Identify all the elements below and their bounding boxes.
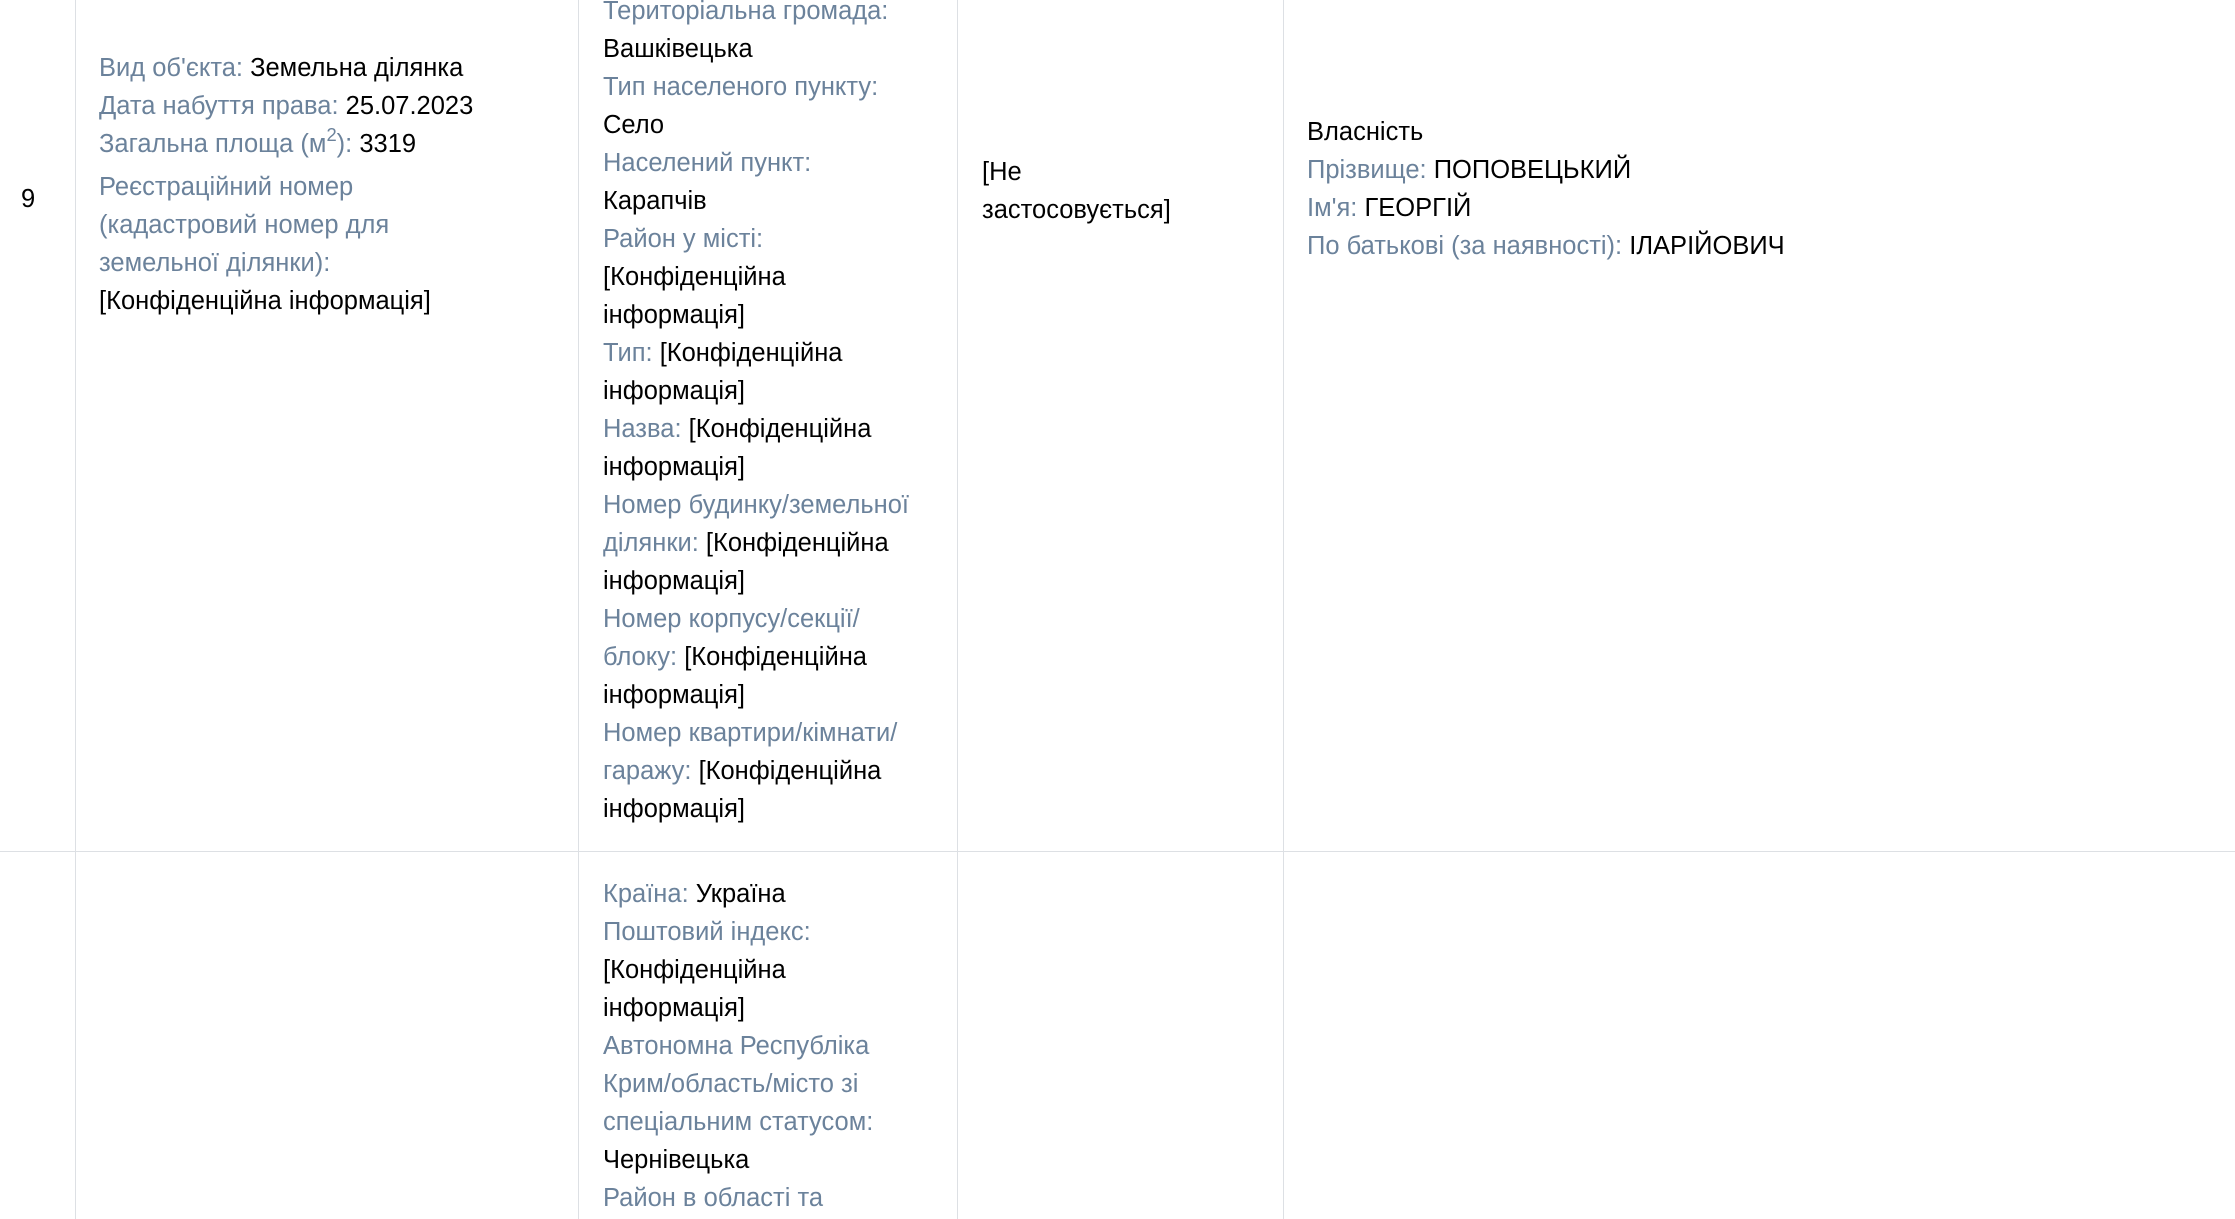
region-label: Автономна Республіка [603,1032,870,1060]
object-cell [99,49,569,320]
right-type: Власність [1307,118,1424,146]
owner-cell [1307,113,2107,265]
not-applicable-cell: [Не застосовується] [982,158,1171,224]
postal-code-label: Поштовий індекс: [603,918,811,946]
column-divider [957,0,958,1219]
community-value: Вашківецька [603,35,753,63]
column-divider [75,0,76,1219]
country: Країна: Україна [603,880,786,908]
street-name: Назва: [Конфіденційна [603,415,872,443]
settlement-type-label: Тип населеного пункту: [603,73,879,101]
city-district-label: Район у місті: [603,225,764,253]
owner-name: Ім'я: ГЕОРГІЙ [1307,194,1472,222]
building-number-label: Номер корпусу/секції/ [603,605,860,633]
acquisition-date: Дата набуття права: 25.07.2023 [99,92,474,120]
address-cell: Територіальна громада: Вашківецька Тип населеного пункту: Село Населений пункт: Карапчів Район у місті: [Конфіденційна інформація] Тип: [Конфіденційна інформація] Назва: [Конфіденційна інформація] Номер будинку/земельної ділянки: [Конфіденційна інформація] Номер корпусу/секції/ блоку: [Конфіденційна інформація] Номер квартири/кімнати/ гаражу: [Конфіденційна інформація] [603,0,933,828]
total-area: Загальна площа $(м^2)$: 3319 [99,123,417,158]
community-label: Територіальна громада: [603,0,889,25]
street-type: Тип: [Конфіденційна [603,339,843,367]
row-divider [0,851,2235,852]
object-type: Вид об'єкта: Земельна ділянка [99,54,464,82]
settlement-type-value: Село [603,111,665,139]
house-number-label: Номер будинку/земельної [603,491,909,519]
settlement-value: Карапчів [603,187,707,215]
district-label: Район в області та [603,1184,824,1212]
row-number: 9 [21,185,36,213]
address-cell-next: Країна: Україна Поштовий індекс: [Конфіденційна інформація] Автономна Республіка Крим/область/місто зі спеціальним статусом: Чернівецька Район в області та [603,875,933,1217]
apartment-number-label: Номер квартири/кімнати/ [603,719,898,747]
owner-patronymic: По батькові (за наявності): ІЛАРІЙОВИЧ [1307,232,1785,260]
settlement-label: Населений пункт: [603,149,812,177]
column-divider [578,0,579,1219]
region-value: Чернівецька [603,1146,750,1174]
owner-surname: Прізвище: ПОПОВЕЦЬКИЙ [1307,156,1632,184]
column-divider [1283,0,1284,1219]
registration-number: Реєстраційний номер (кадастровий номер для земельної ділянки): [Конфіденційна інформація] [99,173,431,315]
